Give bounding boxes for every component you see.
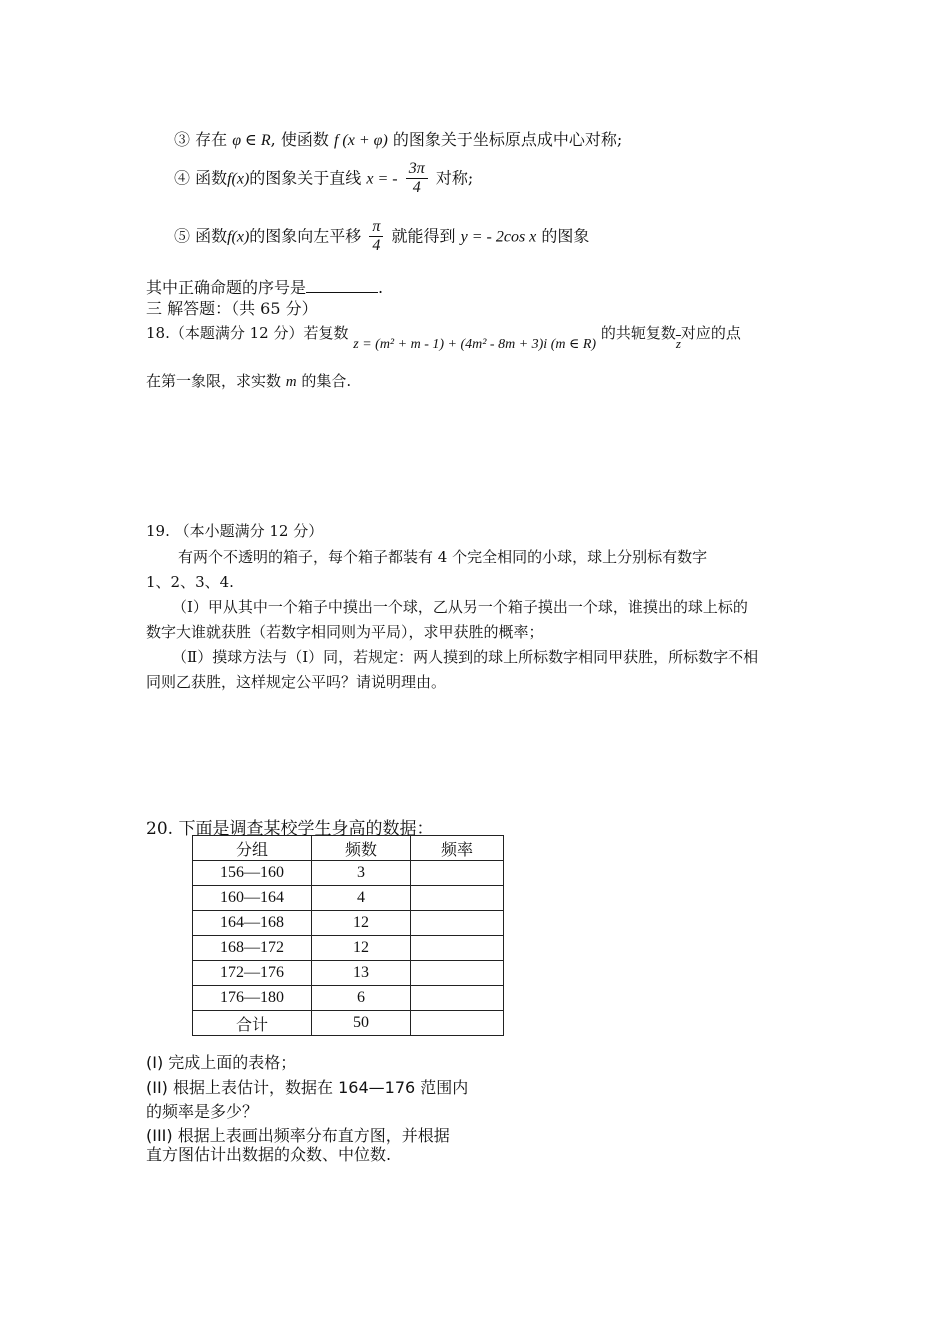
table-cell: 168—172 [193,936,312,961]
q18-conjugate: $\overline{z}$ [675,336,681,351]
q18-line1: 18.（本题满分 12 分）若复数 z = (m² + m - 1) + (4m² - 8m + 3)i (m ∈ R) 的共轭复数$\overline{z}$对应的点 [146,324,741,352]
q20-sub2a: (II) 根据上表估计，数据在 164—176 范围内 [146,1078,469,1097]
table-cell: 12 [312,936,411,961]
q20-sub2b: 的频率是多少？ [146,1102,259,1121]
q19-p2: （Ⅰ）甲从其中一个箱子中摸出一个球，乙从另一个箱子摸出一个球，谁摸出的球上标的 [172,598,748,616]
q17-item5-fraction: $\frac{\pi}{4}$ [369,218,383,256]
table-row [193,886,504,911]
q19-p2b: 数字大谁就获胜（若数字相同则为平局），求甲获胜的概率； [146,623,544,641]
table-cell: 156—160 [193,861,312,886]
section-title: 三 解答题：（共 65 分） [146,299,318,318]
q20-sub1: (I) 完成上面的表格； [146,1053,297,1072]
q20-sub3a: (III) 根据上表画出频率分布直方图，并根据 [146,1126,450,1145]
table-cell [411,911,504,936]
table-row [193,861,504,886]
q18-formula: z = (m² + m - 1) + (4m² - 8m + 3)i (m ∈ R) [353,337,597,352]
q17-answer-line: 其中正确命题的序号是 . [146,278,384,297]
q20-sub3b: 直方图估计出数据的众数、中位数. [146,1145,392,1164]
table-cell: 164—168 [193,911,312,936]
q17-item5: ⑤ 函数f(x)的图象向左平移 $\frac{\pi}{4}$ 就能得到 y = - 2cos x 的图象 [174,218,590,255]
table-cell: 50 [312,1011,411,1036]
table-row [193,911,504,936]
q19-p1b: 1、2、3、4. [146,573,234,591]
table-cell: 12 [312,911,411,936]
table-row [193,986,504,1011]
table-cell [411,1011,504,1036]
table-cell: 3 [312,861,411,886]
table-header-cell: 频率 [411,836,504,861]
q19-p3: （Ⅱ）摸球方法与（Ⅰ）同，若规定：两人摸到的球上所标数字相同甲获胜，所标数字不相 [172,648,759,666]
table-cell [411,961,504,986]
table-cell [411,986,504,1011]
q17-item4: ④ 函数f(x)的图象关于直线 x = - $\frac{3\pi}{4}$ 对称; [174,160,474,197]
table-cell: 4 [312,886,411,911]
table-cell: 172—176 [193,961,312,986]
q17-item3-math-f: f (x + φ) [333,132,388,149]
table-total-row [193,1011,504,1036]
table-cell [411,936,504,961]
q19-head: 19. （本小题满分 12 分） [146,522,324,540]
table-row [193,961,504,986]
table-cell [411,886,504,911]
table-cell: 合计 [193,1011,312,1036]
answer-blank [306,278,378,293]
q19-p3b: 同则乙获胜，这样规定公平吗？请说明理由。 [146,673,447,691]
table-cell [411,861,504,886]
q17-item4-fraction: $\frac{3\pi}{4}$ [406,160,428,198]
q18-line2: 在第一象限，求实数 m 的集合. [146,372,352,390]
table-row [193,936,504,961]
table-cell: 6 [312,986,411,1011]
q20-head: 20. 下面是调查某校学生身高的数据： [146,819,434,839]
table-cell: 13 [312,961,411,986]
q17-item3-math-phi: φ ∈ R [232,132,271,149]
table-cell: 176—180 [193,986,312,1011]
q17-item3: ③ 存在 φ ∈ R, 使函数 f (x + φ) 的图象关于坐标原点成中心对称; [174,130,623,149]
frequency-table [192,835,504,1036]
table-header-cell: 频数 [312,836,411,861]
q19-p1: 有两个不透明的箱子，每个箱子都装有 4 个完全相同的小球，球上分别标有数字 [178,548,708,566]
table-cell: 160—164 [193,886,312,911]
table-header-cell: 分组 [193,836,312,861]
table-header-row [193,836,504,861]
